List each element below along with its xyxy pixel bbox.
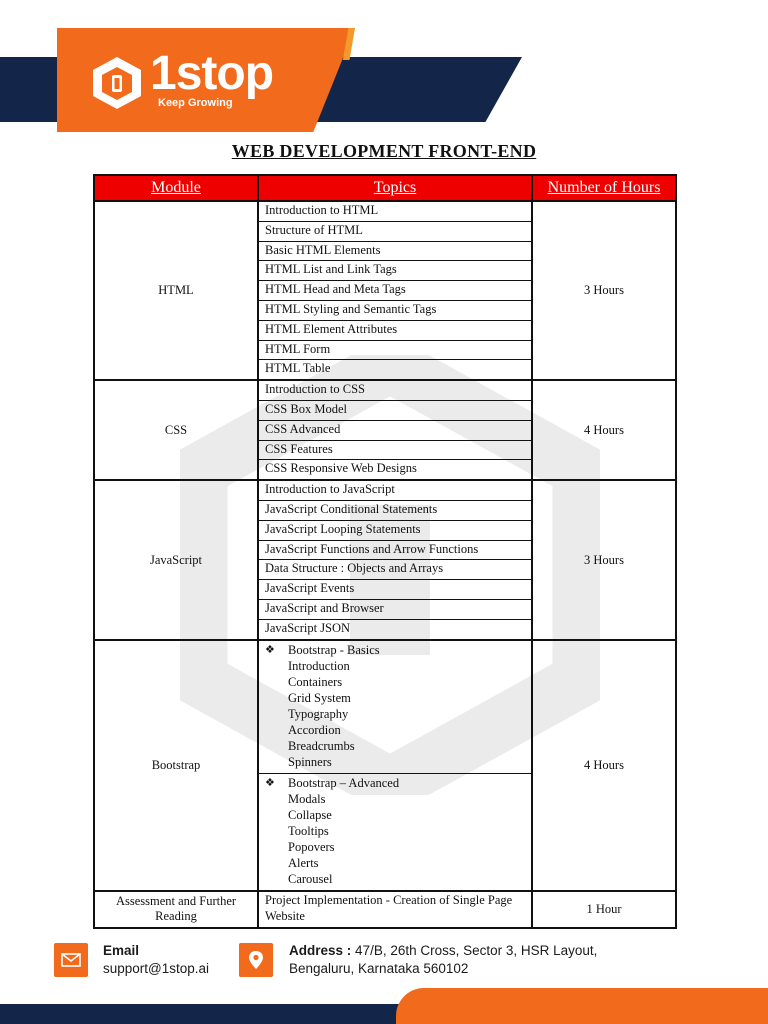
module-cell: Bootstrap: [94, 640, 258, 891]
topic-item: JavaScript Functions and Arrow Functions: [259, 541, 531, 561]
table-row: [94, 891, 676, 928]
list-item: Spinners: [288, 754, 332, 769]
hours-cell: 3 Hours: [532, 480, 676, 639]
topic-item: HTML Styling and Semantic Tags: [259, 301, 531, 321]
topic-item: HTML Form: [259, 341, 531, 361]
table-row: [94, 201, 676, 380]
module-cell: JavaScript: [94, 480, 258, 639]
syllabus-table: [93, 174, 677, 929]
topic-item: HTML List and Link Tags: [259, 261, 531, 281]
list-item: Grid System: [288, 690, 351, 705]
hours-cell: 4 Hours: [532, 380, 676, 480]
topic-item: Introduction to CSS: [259, 381, 531, 401]
list-item: Containers: [288, 674, 343, 689]
column-header-topics: Topics: [258, 175, 532, 201]
topics-cell: [258, 891, 532, 928]
list-item: Collapse: [288, 807, 332, 822]
table-row: [94, 480, 676, 639]
list-item: Introduction: [288, 658, 350, 673]
bootstrap-advanced-group: [259, 774, 531, 890]
list-item: Accordion: [288, 722, 341, 737]
footer-orange-band: [396, 988, 768, 1024]
brand-name: 1stop: [150, 47, 274, 100]
module-cell: CSS: [94, 380, 258, 480]
column-header-hours: Number of Hours: [532, 175, 676, 201]
module-cell: Assessment and Further Reading: [94, 891, 258, 928]
address-contact: [289, 942, 597, 978]
list-item: Typography: [288, 706, 349, 721]
topic-item: CSS Responsive Web Designs: [265, 461, 417, 476]
hours-cell: 1 Hour: [532, 891, 676, 928]
diamond-bullet-icon: ❖: [265, 644, 275, 657]
envelope-icon: [54, 943, 88, 977]
group-heading: Bootstrap - Basics: [288, 643, 380, 658]
address-label: Address :: [289, 943, 352, 958]
topic-item: Basic HTML Elements: [259, 242, 531, 262]
table-row: [94, 640, 676, 891]
topic-item: Data Structure : Objects and Arrays: [259, 560, 531, 580]
topic-item: CSS Box Model: [259, 401, 531, 421]
brand-tagline: Keep Growing: [158, 97, 233, 109]
hours-cell: 4 Hours: [532, 640, 676, 891]
email-label: Email: [103, 943, 140, 958]
topic-item: JavaScript and Browser: [259, 600, 531, 620]
topic-item: JavaScript Events: [259, 580, 531, 600]
topic-item: JavaScript Looping Statements: [259, 521, 531, 541]
list-item: Breadcrumbs: [288, 738, 355, 753]
topic-item: HTML Element Attributes: [259, 321, 531, 341]
hexagon-logo-icon: [90, 55, 144, 111]
topics-cell: [258, 201, 532, 380]
column-header-module: Module: [94, 175, 258, 201]
diamond-bullet-icon: ❖: [265, 777, 275, 790]
topics-cell: [258, 640, 532, 891]
list-item: Tooltips: [288, 823, 329, 838]
table-row: [94, 380, 676, 480]
topic-item: JavaScript Conditional Statements: [259, 501, 531, 521]
table-header-row: [94, 175, 676, 201]
list-item: Modals: [288, 791, 326, 806]
document-title: WEB DEVELOPMENT FRONT-END: [231, 141, 537, 161]
topic-item: Introduction to JavaScript: [259, 481, 531, 501]
list-item: Carousel: [288, 871, 333, 886]
list-item: Popovers: [288, 839, 335, 854]
module-cell: HTML: [94, 201, 258, 380]
email-contact: [103, 942, 209, 978]
address-line-2: Bengaluru, Karnataka 560102: [289, 961, 469, 977]
topics-cell: [258, 480, 532, 639]
list-item: Alerts: [288, 855, 319, 870]
hours-cell: 3 Hours: [532, 201, 676, 380]
brand-logo: [90, 47, 290, 114]
topics-cell: [258, 380, 532, 480]
topic-item: JavaScript JSON: [265, 620, 351, 635]
group-heading: Bootstrap – Advanced: [288, 776, 400, 791]
topic-item: CSS Features: [259, 441, 531, 461]
location-pin-icon: [239, 943, 273, 977]
address-line-1: 47/B, 26th Cross, Sector 3, HSR Layout,: [355, 943, 598, 958]
email-value[interactable]: support@1stop.ai: [103, 961, 210, 977]
bootstrap-basics-group: [259, 641, 531, 774]
topic-item: Introduction to HTML: [259, 202, 531, 222]
topic-item: Structure of HTML: [259, 222, 531, 242]
topic-item: HTML Table: [265, 361, 331, 376]
topic-item: CSS Advanced: [259, 421, 531, 441]
topic-item: Project Implementation - Creation of Single Page Website: [265, 893, 513, 923]
topic-item: HTML Head and Meta Tags: [259, 281, 531, 301]
